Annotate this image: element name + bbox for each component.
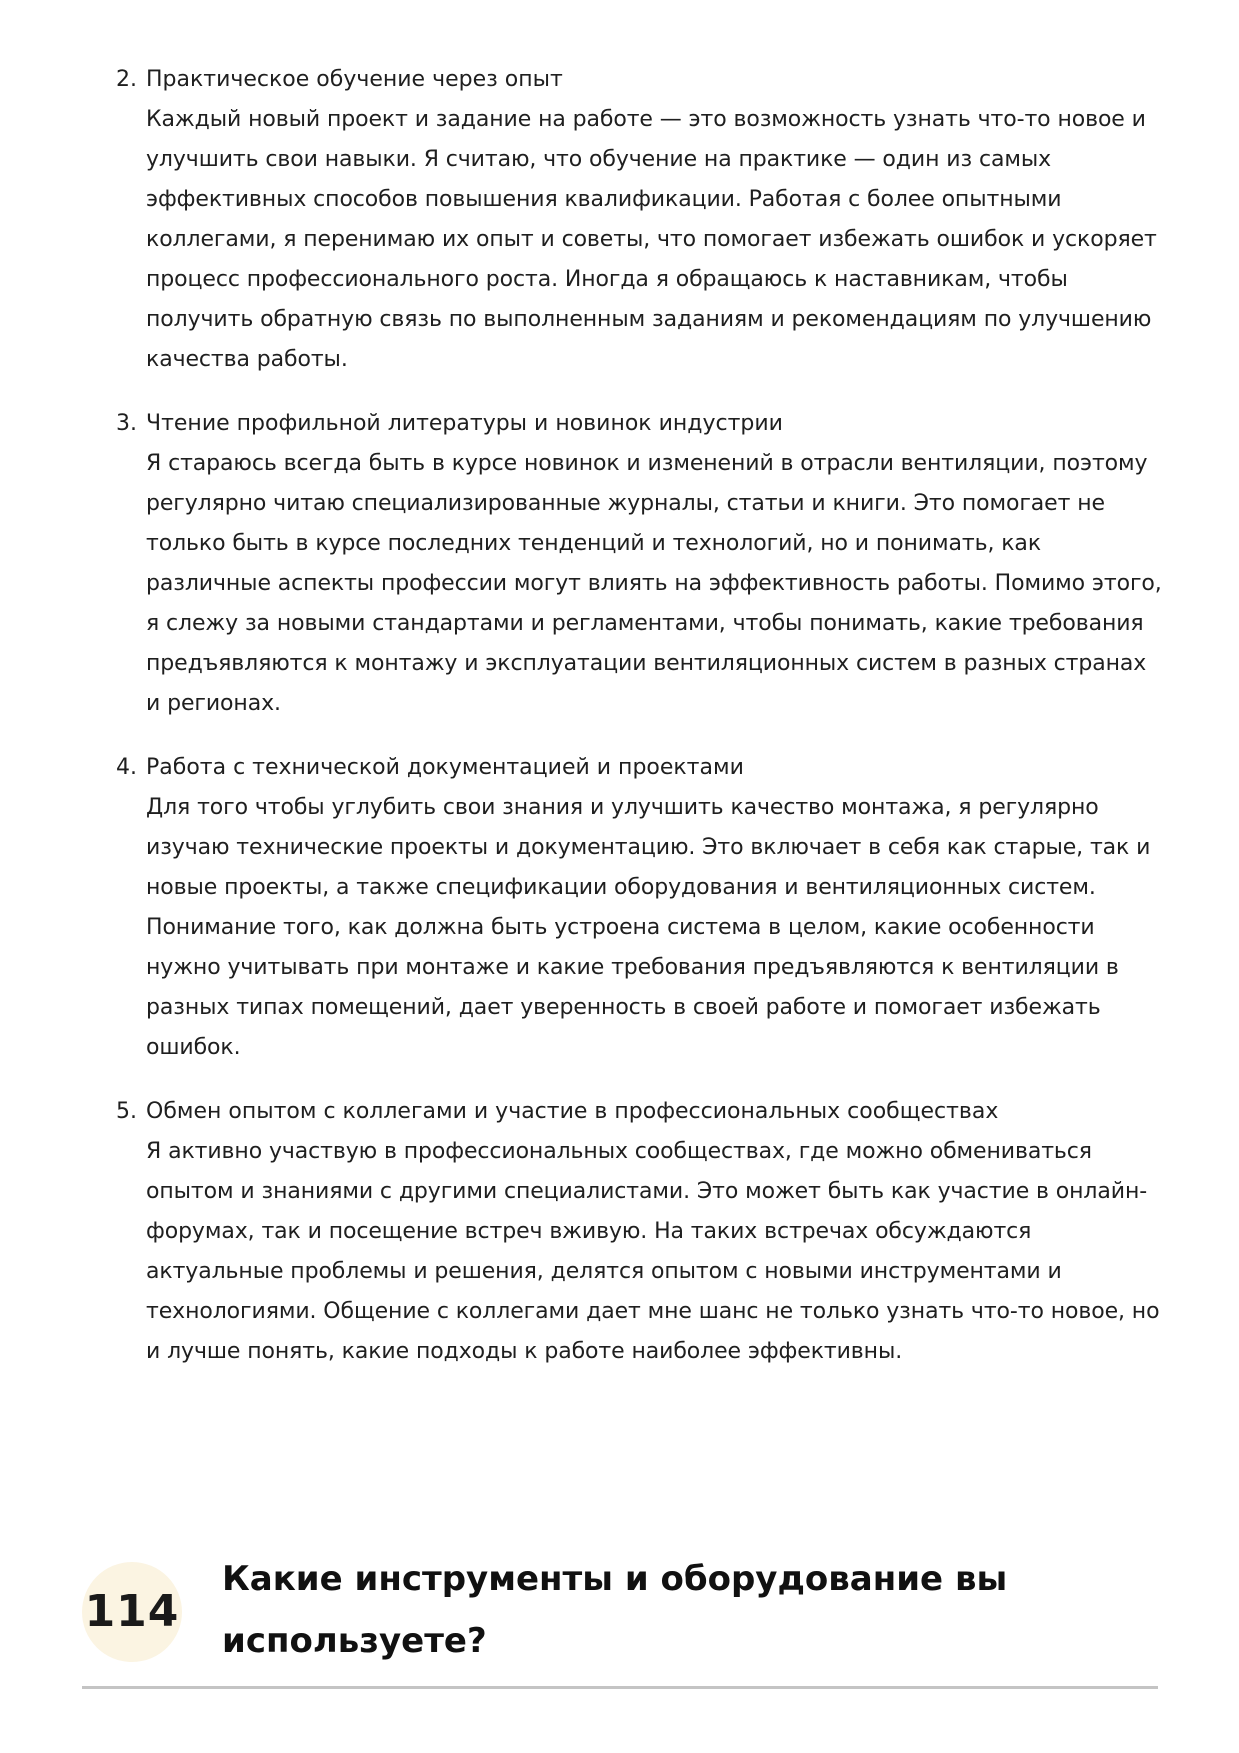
list-item-number: 4. <box>116 755 137 780</box>
list-item-number: 3. <box>116 411 137 436</box>
question-heading-section <box>82 1548 1158 1688</box>
question-number-badge <box>82 1562 182 1662</box>
question-title: Какие инструменты и оборудование вы используете? <box>222 1559 1008 1661</box>
list-item-body: Для того чтобы углубить свои знания и улучшить качество монтажа, я регулярно изучаю технические проекты и документацию. Это включает в себя как старые, так и новые проекты, а также спецификации оборудования и вентиляционных систем. Понимание того, как должна быть устроена система в целом, какие особенности нужно учитывать при монтаже и какие требования предъявляются к вентиляции в разных типах помещений, дает уверенность в своей работе и помогает избежать ошибок. <box>146 795 1151 1060</box>
list-item <box>116 748 1166 1068</box>
list-item-title: Работа с технической документацией и проектами <box>146 755 744 780</box>
list-item-title: Чтение профильной литературы и новинок индустрии <box>146 411 783 436</box>
list-item-title: Обмен опытом с коллегами и участие в профессиональных сообществах <box>146 1099 999 1124</box>
list-item-number: 2. <box>116 67 137 92</box>
list-item-body: Каждый новый проект и задание на работе — это возможность узнать что-то новое и улучшить свои навыки. Я считаю, что обучение на практике — один из самых эффективных способов повышения квалификации. Работая с более опытными коллегами, я перенимаю их опыт и советы, что помогает избежать ошибок и ускоряет процесс профессионального роста. Иногда я обращаюсь к наставникам, чтобы получить обратную связь по выполненным заданиям и рекомендациям по улучшению качества работы. <box>146 107 1157 372</box>
list-item <box>116 1092 1166 1372</box>
numbered-list <box>116 60 1166 1396</box>
list-item <box>116 404 1166 724</box>
list-item-title: Практическое обучение через опыт <box>146 67 563 92</box>
list-item-number: 5. <box>116 1099 137 1124</box>
list-item-body: Я стараюсь всегда быть в курсе новинок и изменений в отрасли вентиляции, поэтому регулярно читаю специализированные журналы, статьи и книги. Это помогает не только быть в курсе последних тенденций и технологий, но и понимать, как различные аспекты профессии могут влиять на эффективность работы. Помимо этого, я слежу за новыми стандартами и регламентами, чтобы понимать, какие требования предъявляются к монтажу и эксплуатации вентиляционных систем в разных странах и регионах. <box>146 451 1162 716</box>
question-number: 114 <box>84 1586 180 1637</box>
section-divider <box>82 1686 1158 1689</box>
list-item <box>116 60 1166 380</box>
list-item-body: Я активно участвую в профессиональных сообществах, где можно обмениваться опытом и знаниями с другими специалистами. Это может быть как участие в онлайн-форумах, так и посещение встреч вживую. На таких встречах обсуждаются актуальные проблемы и решения, делятся опытом с новыми инструментами и технологиями. Общение с коллегами дает мне шанс не только узнать что-то новое, но и лучше понять, какие подходы к работе наиболее эффективны. <box>146 1139 1160 1364</box>
